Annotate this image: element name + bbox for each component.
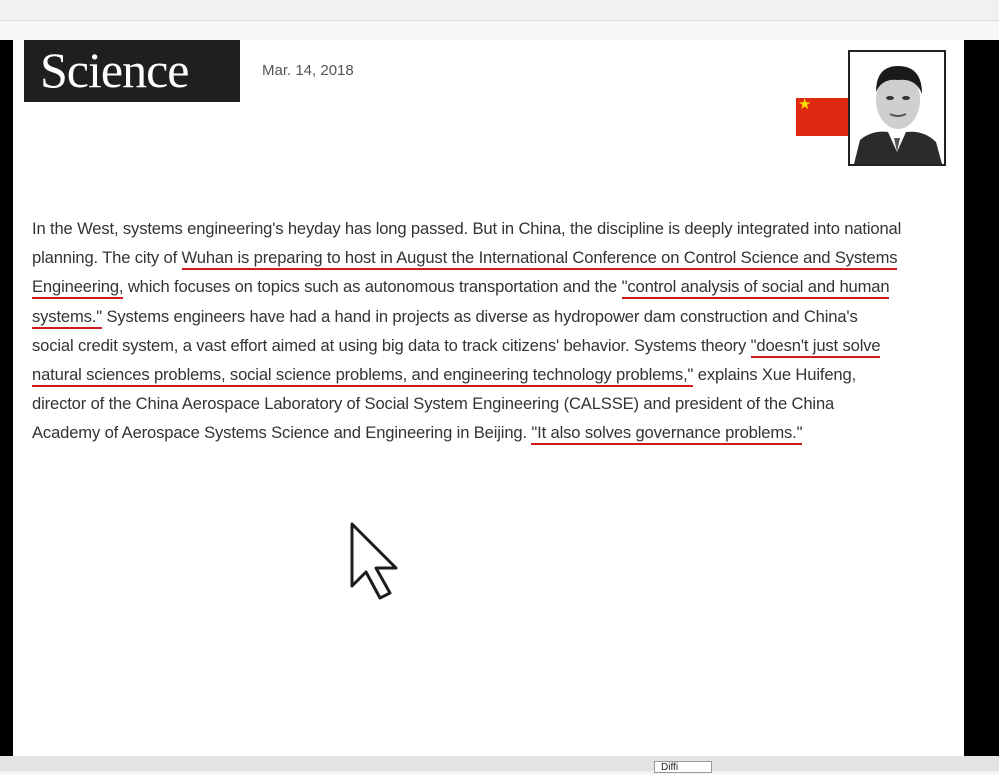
highlighted-phrase: "It also solves governance problems." [531, 423, 802, 445]
tooltip: Diffi [654, 761, 712, 773]
top-toolbar [0, 0, 999, 21]
text-segment: explains Xue Huifeng, director of the China Aerospace Laboratory of Social System Engineering (CALSSE) and president of the China Academy of Aerospace Systems Science and Engineering in Beijing. [32, 365, 857, 443]
text-segment: In the West, systems engineering's heyday has long passed. But in China, the discipline is deeply integrated into national planning. The city of [32, 219, 902, 268]
article-date: Mar. 14, 2018 [262, 62, 354, 79]
article-body [32, 214, 902, 448]
science-logo: Science [24, 40, 240, 102]
portrait-photo [848, 50, 946, 166]
flag-star-icon: ★ [798, 96, 812, 113]
china-flag-icon [796, 98, 854, 136]
article-paragraph [32, 214, 902, 448]
highlighted-phrase: "control analysis of social and human systems." [32, 277, 889, 328]
top-gap [0, 21, 999, 40]
mouse-pointer-icon [346, 520, 402, 607]
text-segment: which focuses on topics such as autonomous transportation and the [123, 277, 622, 297]
highlighted-phrase: "doesn't just solve natural sciences problems, social science problems, and engineering technology problems," [32, 336, 880, 387]
bottom-bar [0, 756, 999, 771]
text-segment: Systems engineers have had a hand in projects as diverse as hydropower dam construction and China's social credit system, a vast effort aimed at using big data to track citizens' behavior. Systems theory [32, 306, 858, 355]
highlighted-phrase: Wuhan is preparing to host in August the International Conference on Control Science and Systems Engineering, [32, 248, 897, 299]
